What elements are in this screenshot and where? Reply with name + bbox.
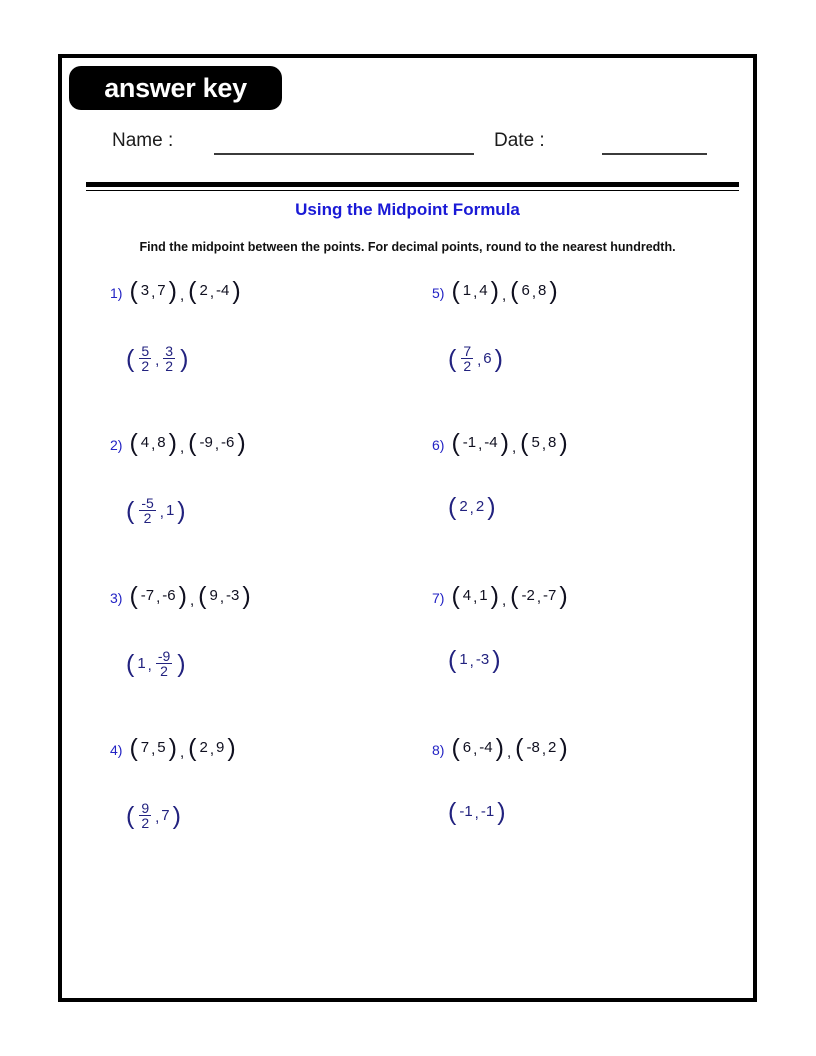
point2-x: 5 — [531, 434, 540, 452]
answer-y: -1 — [480, 803, 495, 821]
open-paren: ( — [451, 429, 460, 457]
point1-x: 3 — [140, 282, 150, 300]
point2-y: -3 — [225, 587, 240, 605]
midpoint-answer — [124, 344, 190, 374]
fraction-numerator: 9 — [141, 800, 150, 816]
problem-item — [432, 734, 752, 826]
point2-x: -9 — [199, 434, 213, 452]
open-paren: ( — [129, 277, 138, 305]
open-paren: ( — [126, 650, 135, 679]
fraction-numerator: 5 — [141, 343, 150, 359]
close-paren: ) — [168, 277, 177, 305]
coordinate-comma: , — [536, 589, 541, 607]
fraction-numerator: -5 — [141, 495, 154, 511]
problem-number: 2) — [110, 437, 123, 453]
answer-y: 6 — [483, 350, 492, 368]
answer-x-fraction — [458, 344, 476, 374]
point-1 — [127, 277, 179, 305]
fraction-numerator: 7 — [463, 343, 472, 359]
close-paren: ) — [180, 345, 189, 374]
pair-separator: , — [501, 592, 507, 609]
midpoint-answer — [446, 344, 505, 374]
problem-item — [432, 277, 752, 375]
point-1 — [127, 582, 189, 610]
fraction-denominator: 2 — [160, 663, 168, 680]
problem-number: 4) — [110, 742, 123, 758]
close-paren: ) — [492, 646, 501, 674]
coordinate-comma: , — [469, 500, 474, 518]
coordinate-comma: , — [541, 741, 546, 759]
problem-item — [432, 582, 752, 674]
pair-separator: , — [501, 287, 507, 304]
point1-y: -6 — [162, 587, 176, 605]
point1-y: 8 — [157, 434, 166, 452]
close-paren: ) — [242, 582, 251, 610]
problem-item — [110, 277, 430, 375]
open-paren: ( — [129, 429, 138, 457]
problem-item — [110, 734, 430, 832]
answer-x: 2 — [459, 498, 468, 516]
answer-y-fraction — [153, 649, 175, 679]
midpoint-answer — [124, 649, 188, 679]
problem-item — [110, 429, 430, 527]
point2-x: -2 — [521, 587, 535, 605]
close-paren: ) — [490, 277, 499, 305]
point-2 — [518, 429, 570, 457]
answer-y: 1 — [165, 502, 175, 520]
point1-x: -1 — [462, 434, 477, 452]
pair-separator: , — [179, 439, 185, 456]
answer-key-badge — [69, 66, 282, 110]
page-title: Using the Midpoint Formula — [295, 200, 520, 219]
problem-answer — [124, 649, 430, 679]
pair-separator: , — [511, 439, 517, 456]
open-paren: ( — [451, 734, 460, 762]
fraction-denominator: 2 — [141, 358, 150, 375]
pair-separator: , — [506, 744, 512, 761]
coordinate-comma: , — [541, 436, 546, 454]
open-paren: ( — [451, 277, 460, 305]
answer-x: 1 — [137, 655, 146, 673]
fraction-numerator: 3 — [165, 343, 174, 359]
coordinate-comma: , — [469, 653, 474, 671]
problem-item — [432, 429, 752, 521]
problem-answer — [124, 496, 430, 526]
problem-number: 8) — [432, 742, 445, 758]
point2-x: -8 — [526, 739, 540, 757]
problem-question — [110, 277, 430, 305]
point1-y: 4 — [479, 282, 488, 300]
point2-y: -4 — [215, 282, 230, 300]
point1-x: 7 — [140, 739, 150, 757]
open-paren: ( — [448, 345, 457, 374]
point-2 — [513, 734, 570, 762]
close-paren: ) — [500, 429, 509, 457]
coordinate-comma: , — [531, 284, 536, 302]
coordinate-comma: , — [155, 352, 160, 370]
open-paren: ( — [448, 646, 457, 674]
point1-y: 1 — [479, 587, 488, 605]
problem-number: 6) — [432, 437, 445, 453]
point-1 — [449, 582, 501, 610]
coordinate-comma: , — [209, 284, 214, 302]
coordinate-comma: , — [159, 504, 164, 522]
problem-question — [110, 429, 430, 457]
open-paren: ( — [129, 734, 138, 762]
point1-x: 6 — [462, 739, 472, 757]
close-paren: ) — [177, 650, 186, 679]
open-paren: ( — [198, 582, 207, 610]
problem-question — [432, 429, 752, 457]
problem-question — [110, 734, 430, 762]
fraction-denominator: 2 — [165, 358, 174, 375]
point-2 — [508, 277, 560, 305]
date-input-line[interactable] — [602, 153, 707, 155]
coordinate-comma: , — [151, 436, 156, 454]
open-paren: ( — [126, 497, 135, 526]
close-paren: ) — [559, 429, 568, 457]
problem-number: 5) — [432, 285, 445, 301]
point1-x: -7 — [140, 587, 155, 605]
open-paren: ( — [188, 429, 197, 457]
coordinate-comma: , — [147, 657, 152, 675]
midpoint-answer — [446, 493, 498, 521]
problem-number: 3) — [110, 590, 123, 606]
open-paren: ( — [510, 582, 519, 610]
problem-question — [110, 582, 430, 610]
open-paren: ( — [188, 277, 197, 305]
answer-x: 1 — [459, 651, 468, 669]
point2-y: 2 — [547, 739, 557, 757]
problem-item — [110, 582, 430, 680]
problem-question — [432, 277, 752, 305]
point2-y: 9 — [215, 739, 225, 757]
point-2 — [186, 734, 238, 762]
point1-y: -4 — [479, 739, 493, 757]
instructions-text: Find the midpoint between the points. For decimal points, round to the nearest hundredth. — [139, 240, 676, 254]
point2-y: -7 — [542, 587, 557, 605]
close-paren: ) — [559, 582, 568, 610]
name-date-row — [62, 126, 753, 166]
problem-number: 7) — [432, 590, 445, 606]
point-2 — [508, 582, 570, 610]
close-paren: ) — [177, 497, 186, 526]
midpoint-answer — [124, 496, 188, 526]
fraction-denominator: 2 — [463, 358, 472, 375]
pair-separator: , — [179, 287, 185, 304]
coordinate-comma: , — [151, 741, 156, 759]
midpoint-answer — [124, 801, 183, 831]
answer-x-fraction — [136, 496, 158, 526]
close-paren: ) — [497, 798, 506, 826]
point1-y: -4 — [484, 434, 498, 452]
fraction-numerator: -9 — [157, 648, 171, 664]
name-label: Name : — [112, 130, 174, 151]
answer-y: 7 — [161, 807, 170, 825]
coordinate-comma: , — [209, 741, 214, 759]
open-paren: ( — [510, 277, 519, 305]
close-paren: ) — [178, 582, 187, 610]
problem-answer — [446, 493, 752, 521]
coordinate-comma: , — [473, 589, 478, 607]
open-paren: ( — [448, 493, 457, 521]
point-2 — [196, 582, 253, 610]
close-paren: ) — [237, 429, 246, 457]
point-1 — [127, 734, 179, 762]
open-paren: ( — [126, 345, 135, 374]
point-1 — [449, 429, 511, 457]
name-input-line[interactable] — [214, 153, 474, 155]
answer-x: -1 — [459, 803, 473, 821]
point1-y: 5 — [157, 739, 166, 757]
problem-answer — [446, 646, 752, 674]
close-paren: ) — [168, 734, 177, 762]
open-paren: ( — [129, 582, 138, 610]
fraction-denominator: 2 — [143, 510, 152, 527]
header-divider — [86, 182, 739, 191]
answer-key-label: answer key — [104, 72, 247, 103]
coordinate-comma: , — [214, 436, 219, 454]
close-paren: ) — [227, 734, 236, 762]
open-paren: ( — [515, 734, 524, 762]
point2-y: -6 — [220, 434, 235, 452]
point2-y: 8 — [537, 282, 547, 300]
coordinate-comma: , — [219, 589, 224, 607]
point-2 — [186, 277, 243, 305]
point2-y: 8 — [547, 434, 557, 452]
coordinate-comma: , — [478, 436, 483, 454]
fraction-denominator: 2 — [141, 815, 150, 832]
coordinate-comma: , — [155, 809, 160, 827]
coordinate-comma: , — [473, 284, 478, 302]
pair-separator: , — [189, 592, 195, 609]
problem-answer — [124, 801, 430, 831]
problem-answer — [124, 344, 430, 374]
open-paren: ( — [448, 798, 457, 826]
pair-separator: , — [179, 744, 185, 761]
point2-x: 6 — [521, 282, 530, 300]
point-1 — [127, 429, 179, 457]
answer-y-fraction — [160, 344, 178, 374]
problem-question — [432, 582, 752, 610]
coordinate-comma: , — [477, 352, 482, 370]
coordinate-comma: , — [151, 284, 156, 302]
close-paren: ) — [559, 734, 568, 762]
point2-x: 9 — [209, 587, 218, 605]
point1-y: 7 — [157, 282, 166, 300]
point-1 — [449, 734, 506, 762]
close-paren: ) — [495, 734, 504, 762]
problem-number: 1) — [110, 285, 123, 301]
problem-answer — [446, 344, 752, 374]
worksheet-page — [58, 54, 757, 1002]
date-label: Date : — [494, 130, 545, 151]
close-paren: ) — [549, 277, 558, 305]
open-paren: ( — [126, 802, 135, 831]
close-paren: ) — [168, 429, 177, 457]
midpoint-answer — [446, 646, 503, 674]
close-paren: ) — [487, 493, 496, 521]
point1-x: 4 — [462, 587, 472, 605]
close-paren: ) — [232, 277, 241, 305]
problem-answer — [446, 798, 752, 826]
problem-question — [432, 734, 752, 762]
answer-y: 2 — [475, 498, 485, 516]
close-paren: ) — [494, 345, 503, 374]
coordinate-comma: , — [156, 589, 161, 607]
close-paren: ) — [172, 802, 181, 831]
close-paren: ) — [490, 582, 499, 610]
coordinate-comma: , — [474, 805, 479, 823]
open-paren: ( — [188, 734, 197, 762]
answer-x-fraction — [136, 801, 154, 831]
open-paren: ( — [520, 429, 529, 457]
open-paren: ( — [451, 582, 460, 610]
coordinate-comma: , — [473, 741, 478, 759]
point-1 — [449, 277, 501, 305]
point2-x: 2 — [199, 282, 208, 300]
answer-y: -3 — [475, 651, 490, 669]
point1-x: 1 — [462, 282, 472, 300]
midpoint-answer — [446, 798, 508, 826]
point2-x: 2 — [199, 739, 208, 757]
point-2 — [186, 429, 248, 457]
answer-x-fraction — [136, 344, 154, 374]
point1-x: 4 — [140, 434, 150, 452]
